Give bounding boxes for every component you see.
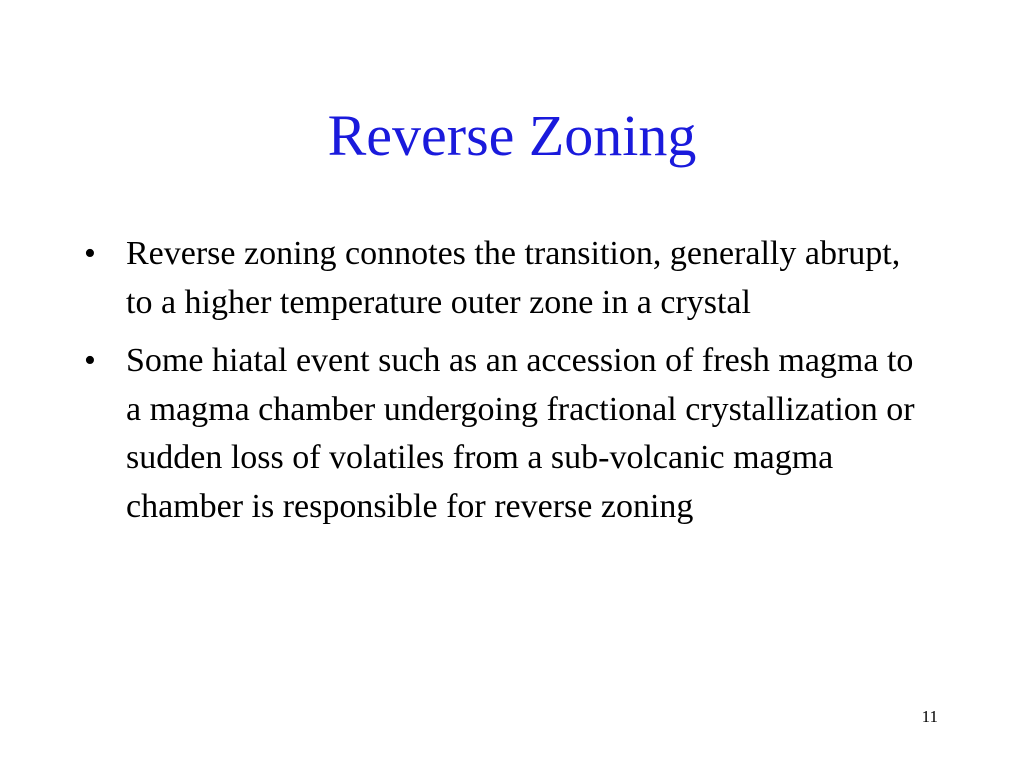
bullet-list <box>84 230 934 541</box>
bullet-marker: • <box>84 235 96 272</box>
bullet-text: Reverse zoning connotes the transition, generally abrupt, to a higher temperature outer zone in a crystal <box>126 235 901 321</box>
page-number: 11 <box>921 707 938 726</box>
bullet-text: Some hiatal event such as an accession of fresh magma to a magma chamber undergoing fractional crystallization or sudden loss of volatiles from a sub-volcanic magma chamber is responsible for reverse zoning <box>126 342 915 525</box>
bullet-marker: • <box>84 342 96 379</box>
bullet-item-hiatal-event <box>84 337 934 531</box>
slide-title: Reverse Zoning <box>327 103 697 168</box>
bullet-item-reverse-zoning-definition <box>84 230 934 327</box>
